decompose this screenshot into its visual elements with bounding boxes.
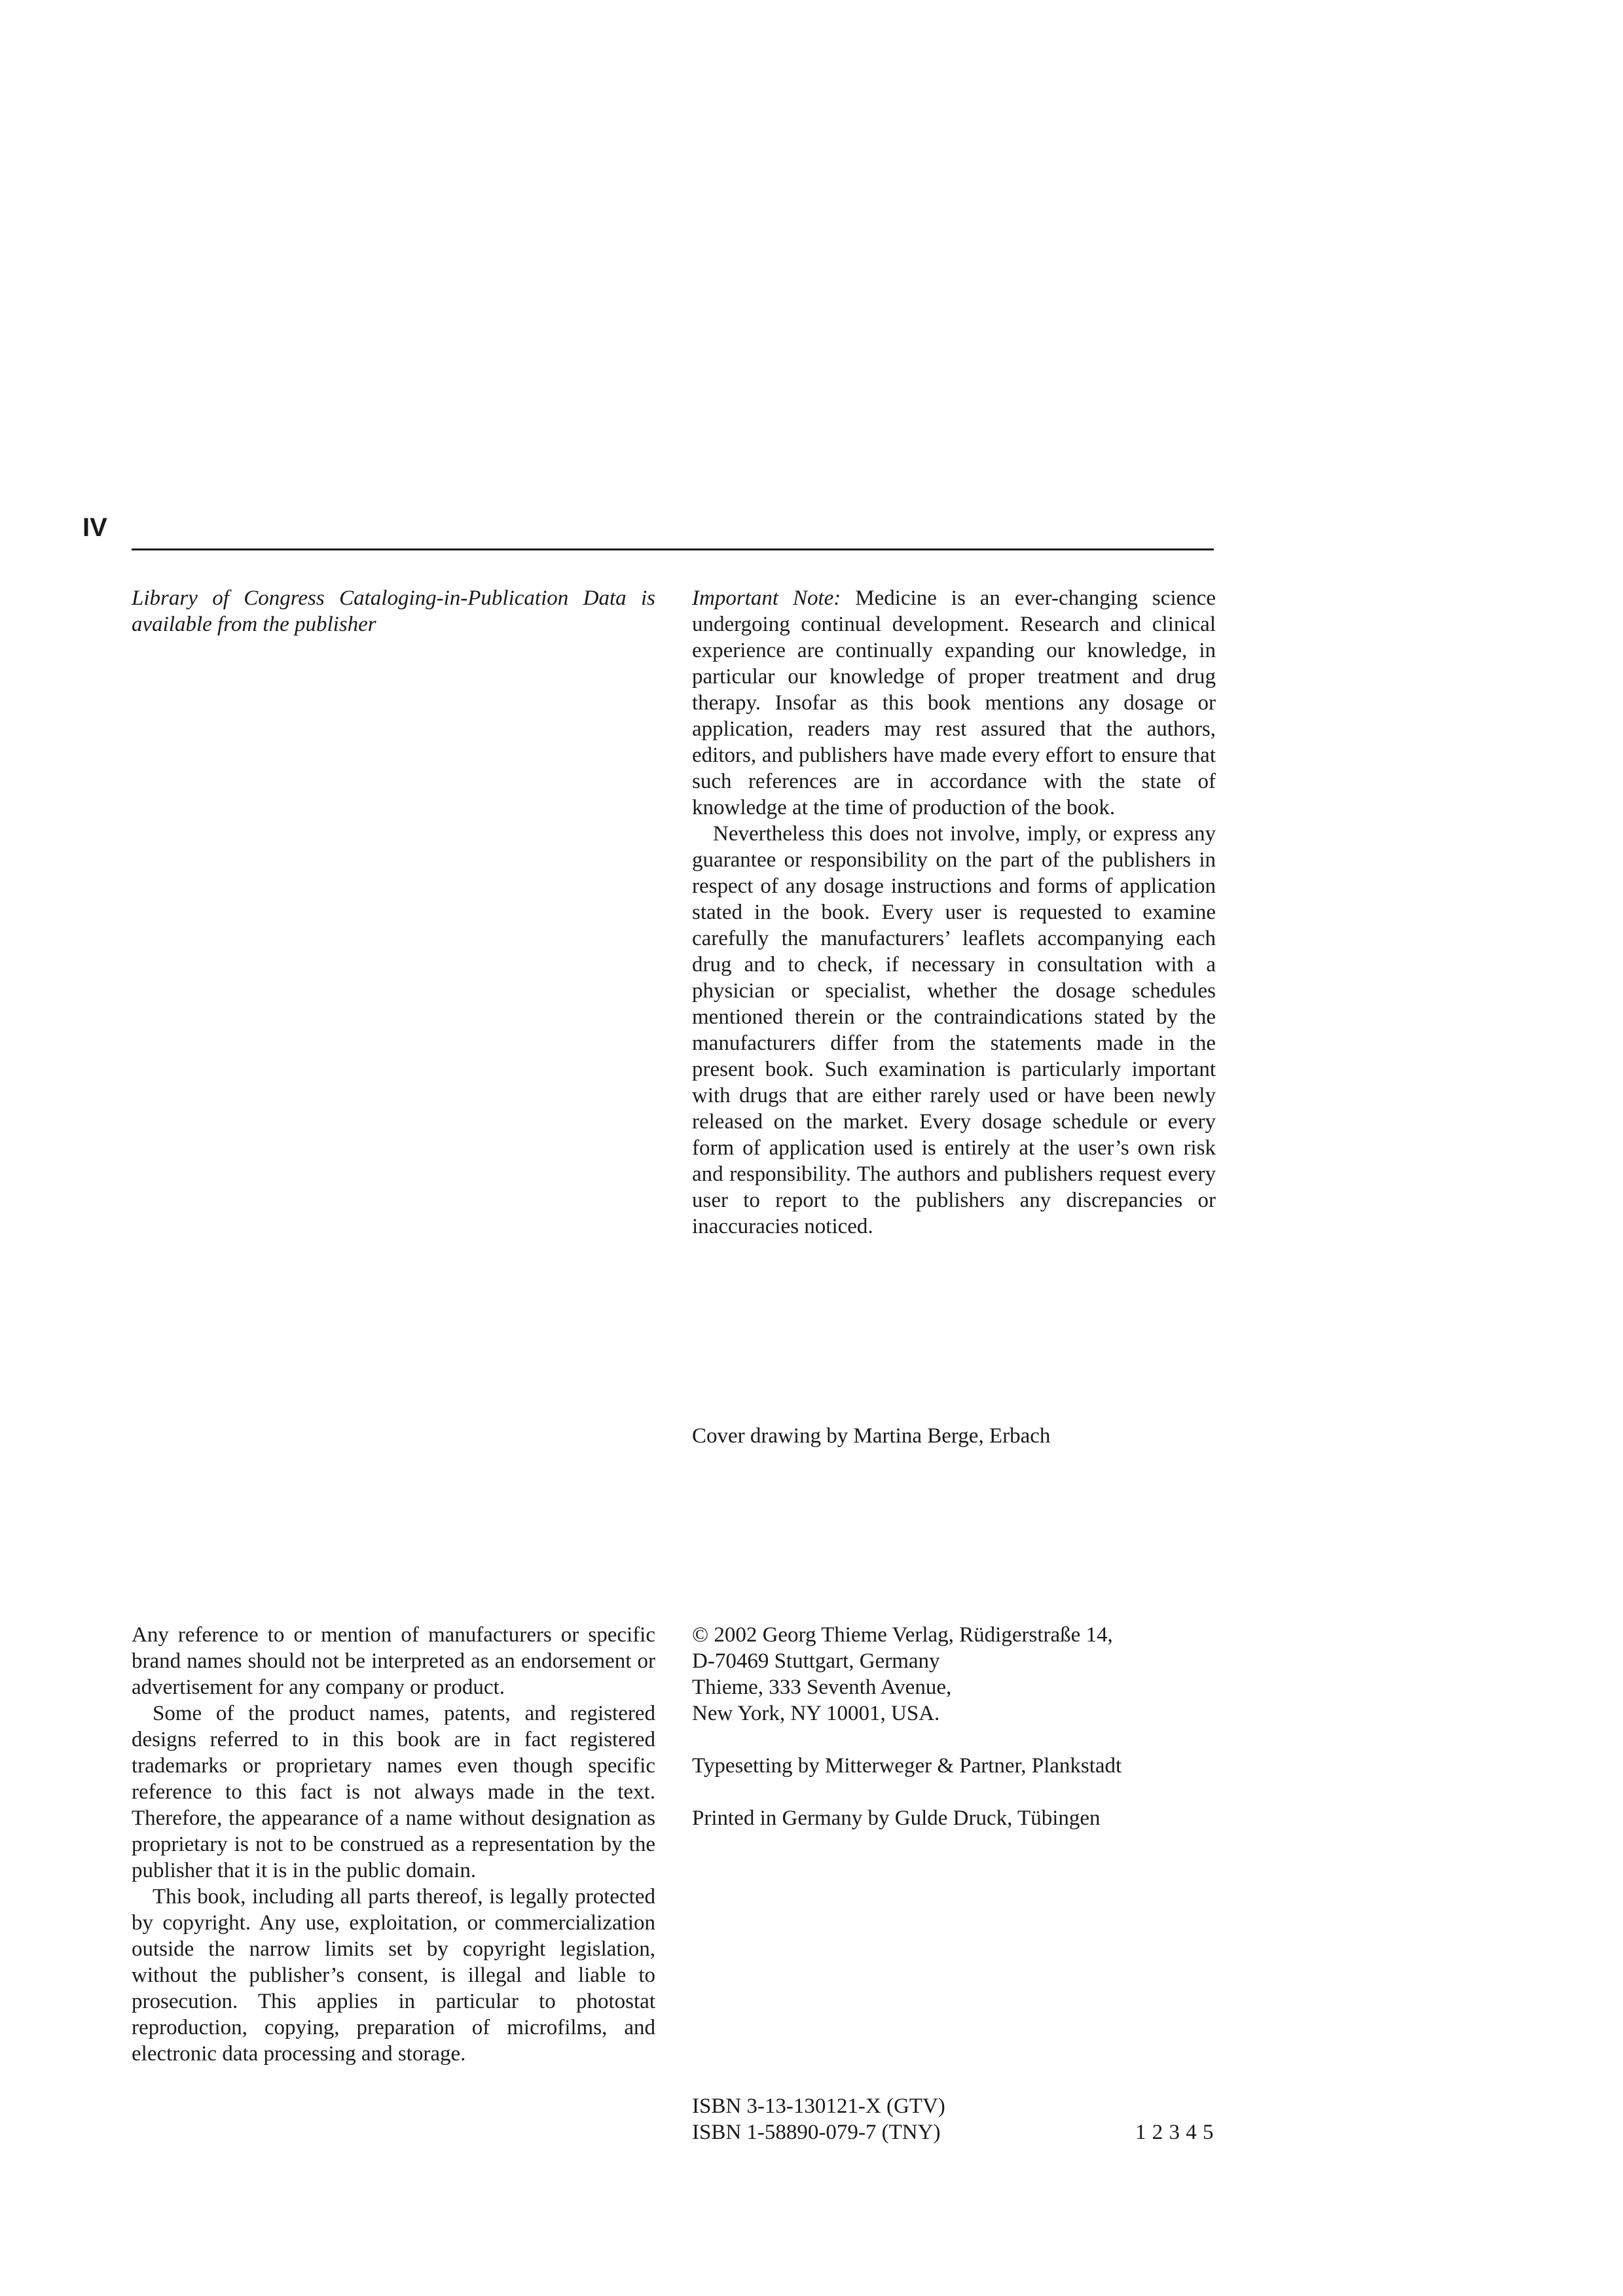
typesetting-credit: Typesetting by Mitterweger & Partner, Plankstadt (692, 1754, 1122, 1778)
copyright-spacer-2 (692, 1779, 1216, 1805)
print-run-numbers: 1 2 3 4 5 (1135, 2121, 1214, 2144)
important-note-para-2: Nevertheless this does not involve, imply, or express any guarantee or responsibility on the part of the publishers in respect of any dosage instructions and forms of application stated in the book. Every user is requested to examine carefully the manufacturers’ leaflets accompanying each drug and to check, if necessary in consultation with a physician or specialist, whether the dosage schedules mentioned therein or the contraindications stated by the manufacturers differ from the statements made in the present book. Such examination is particularly important with drugs that are either rarely used or have been newly released on the market. Every dosage schedule or every form of application used is entirely at the user’s own risk and responsibility. The authors and publishers request every user to report to the publishers any discrepancies or inaccuracies noticed. (692, 822, 1216, 1238)
copyright-line-4: New York, NY 10001, USA. (692, 1702, 940, 1725)
header-rule (132, 548, 1214, 550)
important-note-para-1 (692, 585, 1216, 821)
trademark-para-3: This book, including all parts thereof, is legally protected by copyright. Any use, exploitation, or commercialization outside the narrow limits set by copyright legislation, without the publisher’s consent, is illegal and liable to prosecution. This applies in particular to photostat reproduction, copying, preparation of microfilms, and electronic data processing and storage. (132, 1885, 655, 2066)
copyright-spacer-1 (692, 1727, 1216, 1753)
isbn-row-tny (692, 2119, 1214, 2145)
copyright-line-3: Thieme, 333 Seventh Avenue, (692, 1676, 952, 1699)
copyright-line-2: D-70469 Stuttgart, Germany (692, 1649, 940, 1673)
important-note-label: Important Note: (692, 586, 841, 610)
isbn-block (692, 2093, 1214, 2145)
trademark-para-1: Any reference to or mention of manufacturers or specific brand names should not be interpreted as an endorsement or advertisement for any company or product. (132, 1623, 655, 1699)
important-note-text-1: Medicine is an ever-changing science undergoing continual development. Research and clinical experience are continually expanding our knowledge, in particular our knowledge of proper treatment and drug therapy. Insofar as this book mentions any dosage or application, readers may rest assured that the authors, editors, and publishers have made every effort to ensure that such references are in accordance with the state of knowledge at the time of production of the book. (692, 586, 1216, 819)
copyright-block (692, 1622, 1216, 1831)
cover-credit: Cover drawing by Martina Berge, Erbach (692, 1424, 1051, 1448)
important-note (692, 585, 1216, 1240)
isbn-row-gtv (692, 2093, 1214, 2119)
isbn-tny: ISBN 1-58890-079-7 (TNY) (692, 2121, 941, 2144)
page-number: IV (82, 513, 107, 542)
isbn-gtv: ISBN 3-13-130121-X (GTV) (692, 2094, 945, 2118)
trademark-notice (132, 1622, 655, 2067)
cip-statement: Library of Congress Cataloging-in-Publication Data is available from the publisher (132, 586, 655, 636)
copyright-line-1: © 2002 Georg Thieme Verlag, Rüdigerstraße 14, (692, 1623, 1113, 1647)
printing-credit: Printed in Germany by Gulde Druck, Tübingen (692, 1806, 1101, 1830)
trademark-para-2: Some of the product names, patents, and registered designs referred to in this book are in fact registered trademarks or proprietary names even though specific reference to this fact is not always made in the text. Therefore, the appearance of a name without designation as proprietary is not to be construed as a representation by the publisher that it is in the public domain. (132, 1702, 655, 1882)
